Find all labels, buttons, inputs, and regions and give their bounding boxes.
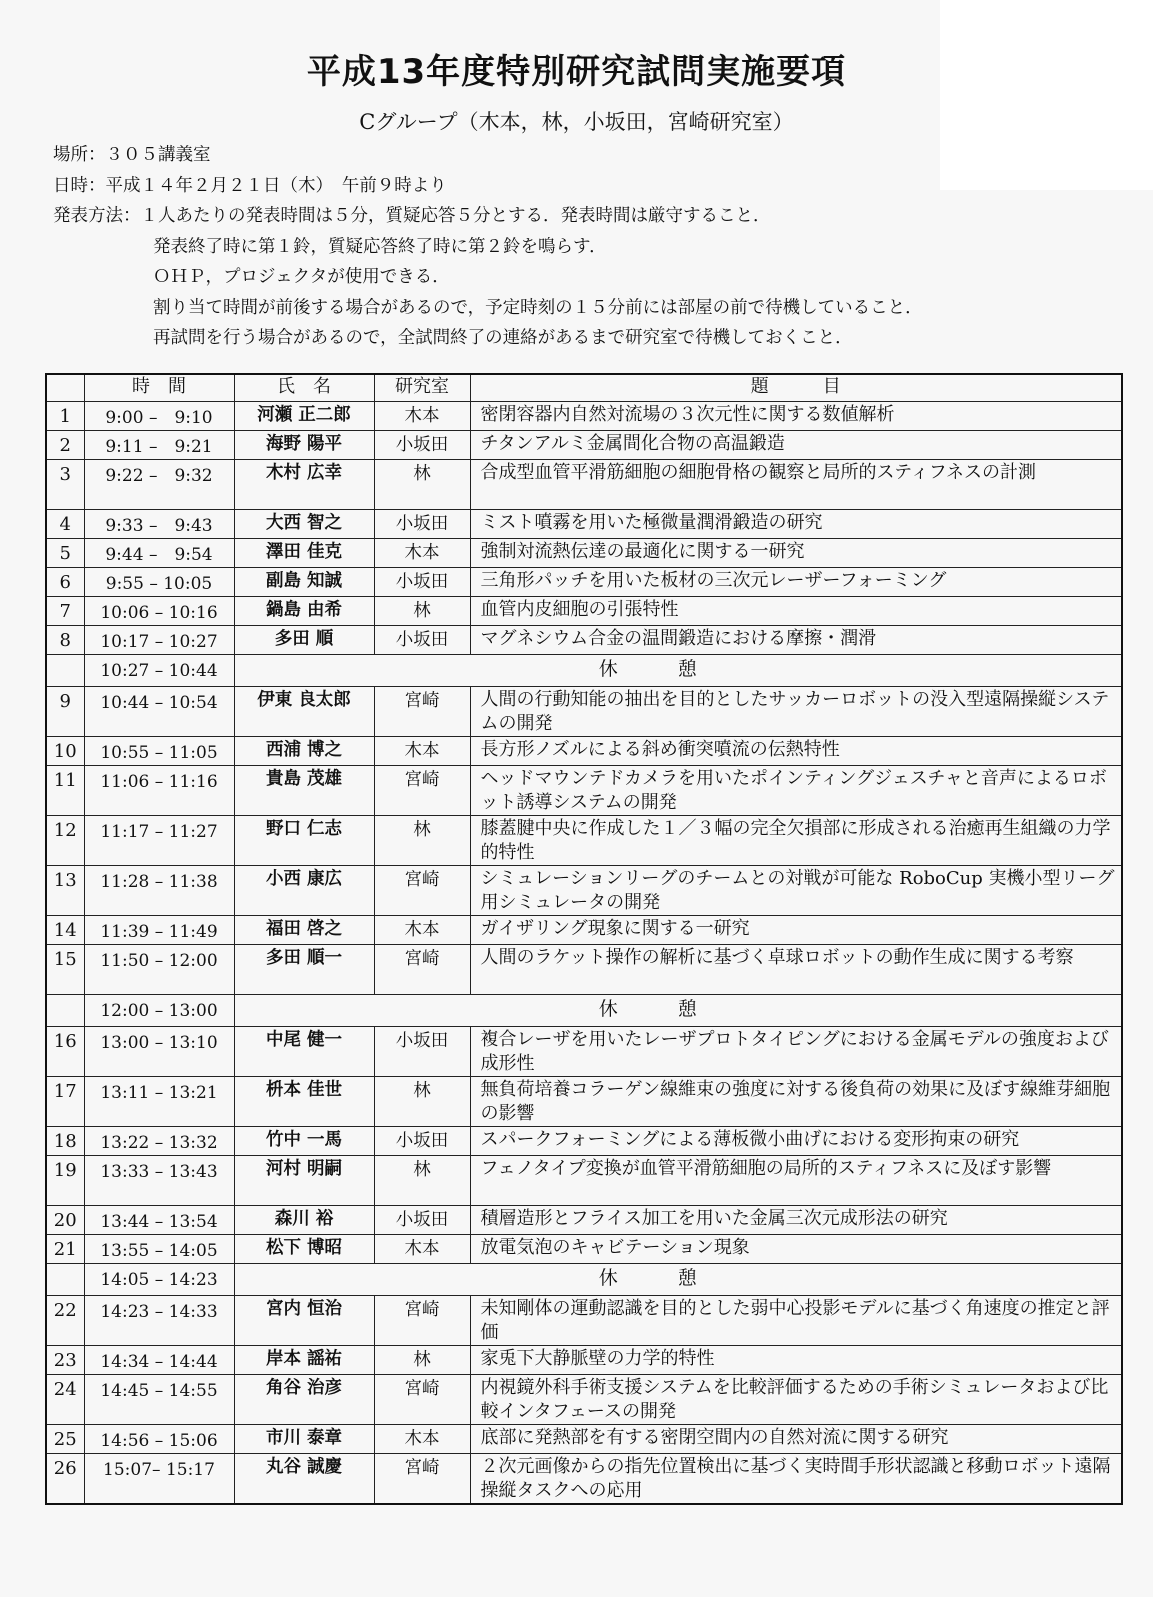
table-row bbox=[46, 510, 1122, 539]
row-title: チタンアルミ金属間化合物の高温鍛造 bbox=[470, 431, 1122, 460]
row-lab: 宮崎 bbox=[374, 1375, 470, 1425]
row-title: 内視鏡外科手術支援システムを比較評価するための手術シミュレータおよび比較インタフェースの開発 bbox=[470, 1375, 1122, 1425]
row-presenter: 大西 智之 bbox=[234, 510, 374, 539]
row-lab: 小坂田 bbox=[374, 1027, 470, 1077]
row-time: 9:22 – 9:32 bbox=[84, 460, 234, 510]
row-lab: 木本 bbox=[374, 916, 470, 945]
row-lab: 林 bbox=[374, 1346, 470, 1375]
method-line bbox=[53, 201, 923, 232]
page-title: 平成13年度特別研究試問実施要項 bbox=[306, 52, 847, 92]
row-presenter: 竹中 一馬 bbox=[234, 1127, 374, 1156]
row-presenter: 多田 順 bbox=[234, 626, 374, 655]
row-number: 7 bbox=[46, 597, 84, 626]
method-label: 発表方法： bbox=[53, 206, 141, 226]
table-row bbox=[46, 737, 1122, 766]
table-row bbox=[46, 1375, 1122, 1425]
row-number: 22 bbox=[46, 1296, 84, 1346]
row-presenter: 松下 博昭 bbox=[234, 1235, 374, 1264]
table-row bbox=[46, 1425, 1122, 1454]
row-time: 9:44 – 9:54 bbox=[84, 539, 234, 568]
row-title: 合成型血管平滑筋細胞の細胞骨格の観察と局所的スティフネスの計測 bbox=[470, 460, 1122, 510]
row-time: 11:39 – 11:49 bbox=[84, 916, 234, 945]
row-presenter: 澤田 佳克 bbox=[234, 539, 374, 568]
table-row bbox=[46, 402, 1122, 431]
row-number: 21 bbox=[46, 1235, 84, 1264]
row-lab: 宮崎 bbox=[374, 866, 470, 916]
header-name: 氏 名 bbox=[234, 374, 374, 402]
row-time: 14:05 – 14:23 bbox=[84, 1264, 234, 1296]
table-row bbox=[46, 1156, 1122, 1206]
table-row bbox=[46, 568, 1122, 597]
row-lab: 木本 bbox=[374, 539, 470, 568]
row-presenter: 河村 明嗣 bbox=[234, 1156, 374, 1206]
row-lab: 宮崎 bbox=[374, 1454, 470, 1505]
header-no bbox=[46, 374, 84, 402]
method-line: 発表終了時に第１鈴，質疑応答終了時に第２鈴を鳴らす． bbox=[153, 236, 607, 257]
row-time: 11:17 – 11:27 bbox=[84, 816, 234, 866]
row-time: 14:34 – 14:44 bbox=[84, 1346, 234, 1375]
row-lab: 宮崎 bbox=[374, 945, 470, 995]
row-time: 9:33 – 9:43 bbox=[84, 510, 234, 539]
page-subtitle: Cグループ（木本，林，小坂田，宮崎研究室） bbox=[359, 110, 794, 134]
row-number: 19 bbox=[46, 1156, 84, 1206]
table-row bbox=[46, 945, 1122, 995]
scan-corner bbox=[940, 0, 1153, 190]
row-number: 23 bbox=[46, 1346, 84, 1375]
break-label: 休憩 bbox=[234, 995, 1122, 1027]
row-title: 複合レーザを用いたレーザプロトタイピングにおける金属モデルの強度および成形性 bbox=[470, 1027, 1122, 1077]
row-title: 未知剛体の運動認識を目的とした弱中心投影モデルに基づく角速度の推定と評価 bbox=[470, 1296, 1122, 1346]
table-row bbox=[46, 460, 1122, 510]
row-number: 3 bbox=[46, 460, 84, 510]
row-lab: 林 bbox=[374, 1077, 470, 1127]
row-presenter: 小西 康広 bbox=[234, 866, 374, 916]
row-number: 4 bbox=[46, 510, 84, 539]
row-presenter: 野口 仁志 bbox=[234, 816, 374, 866]
row-number bbox=[46, 655, 84, 687]
table-row bbox=[46, 1346, 1122, 1375]
row-lab: 宮崎 bbox=[374, 766, 470, 816]
place-line: 場所：３０５講義室 bbox=[53, 145, 211, 165]
row-presenter: 宮内 恒治 bbox=[234, 1296, 374, 1346]
row-lab: 小坂田 bbox=[374, 510, 470, 539]
row-lab: 林 bbox=[374, 597, 470, 626]
row-time: 13:22 – 13:32 bbox=[84, 1127, 234, 1156]
table-row bbox=[46, 1127, 1122, 1156]
row-title: 積層造形とフライス加工を用いた金属三次元成形法の研究 bbox=[470, 1206, 1122, 1235]
row-time: 10:44 – 10:54 bbox=[84, 687, 234, 737]
row-time: 15:07– 15:17 bbox=[84, 1454, 234, 1505]
row-lab: 木本 bbox=[374, 1235, 470, 1264]
row-presenter: 貴島 茂雄 bbox=[234, 766, 374, 816]
row-lab: 小坂田 bbox=[374, 626, 470, 655]
row-presenter: 丸谷 誠慶 bbox=[234, 1454, 374, 1505]
row-number: 5 bbox=[46, 539, 84, 568]
row-number: 8 bbox=[46, 626, 84, 655]
row-presenter: 多田 順一 bbox=[234, 945, 374, 995]
row-presenter: 岸本 謡祐 bbox=[234, 1346, 374, 1375]
table-row bbox=[46, 1296, 1122, 1346]
row-lab: 小坂田 bbox=[374, 431, 470, 460]
row-presenter: 森川 裕 bbox=[234, 1206, 374, 1235]
row-presenter: 副島 知誠 bbox=[234, 568, 374, 597]
row-title: シミュレーションリーグのチームとの対戦が可能な RoboCup 実機小型リーグ用シミュレータの開発 bbox=[470, 866, 1122, 916]
row-number: 18 bbox=[46, 1127, 84, 1156]
method-line: 割り当て時間が前後する場合があるので，予定時刻の１５分前には部屋の前で待機していること． bbox=[153, 297, 923, 318]
row-title: 強制対流熱伝達の最適化に関する一研究 bbox=[470, 539, 1122, 568]
row-title: フェノタイプ変換が血管平滑筋細胞の局所的スティフネスに及ぼす影響 bbox=[470, 1156, 1122, 1206]
row-number: 24 bbox=[46, 1375, 84, 1425]
row-presenter: 西浦 博之 bbox=[234, 737, 374, 766]
row-number: 26 bbox=[46, 1454, 84, 1505]
row-title: 三角形パッチを用いた板材の三次元レーザーフォーミング bbox=[470, 568, 1122, 597]
row-title: ガイザリング現象に関する一研究 bbox=[470, 916, 1122, 945]
table-row bbox=[46, 766, 1122, 816]
row-time: 10:06 – 10:16 bbox=[84, 597, 234, 626]
row-number: 12 bbox=[46, 816, 84, 866]
table-row bbox=[46, 626, 1122, 655]
row-title: ミスト噴霧を用いた極微量潤滑鍛造の研究 bbox=[470, 510, 1122, 539]
row-lab: 宮崎 bbox=[374, 1296, 470, 1346]
row-title: 血管内皮細胞の引張特性 bbox=[470, 597, 1122, 626]
row-time: 11:50 – 12:00 bbox=[84, 945, 234, 995]
method-text: １人あたりの発表時間は５分，質疑応答５分とする．発表時間は厳守すること． bbox=[140, 206, 771, 226]
row-number: 1 bbox=[46, 402, 84, 431]
row-lab: 林 bbox=[374, 816, 470, 866]
row-number: 17 bbox=[46, 1077, 84, 1127]
row-lab: 宮崎 bbox=[374, 687, 470, 737]
row-number: 15 bbox=[46, 945, 84, 995]
row-time: 13:55 – 14:05 bbox=[84, 1235, 234, 1264]
table-row bbox=[46, 916, 1122, 945]
table-row bbox=[46, 687, 1122, 737]
break-label: 休憩 bbox=[234, 1264, 1122, 1296]
row-title: ヘッドマウンテドカメラを用いたポインティングジェスチャと音声によるロボット誘導システムの開発 bbox=[470, 766, 1122, 816]
row-number bbox=[46, 995, 84, 1027]
table-row bbox=[46, 866, 1122, 916]
row-time: 12:00 – 13:00 bbox=[84, 995, 234, 1027]
row-title: スパークフォーミングによる薄板微小曲げにおける変形拘束の研究 bbox=[470, 1127, 1122, 1156]
row-number: 6 bbox=[46, 568, 84, 597]
row-title: 人間の行動知能の抽出を目的としたサッカーロボットの没入型遠隔操縦システムの開発 bbox=[470, 687, 1122, 737]
row-lab: 小坂田 bbox=[374, 1127, 470, 1156]
row-lab: 林 bbox=[374, 1156, 470, 1206]
row-time: 13:33 – 13:43 bbox=[84, 1156, 234, 1206]
break-row bbox=[46, 1264, 1122, 1296]
row-time: 13:00 – 13:10 bbox=[84, 1027, 234, 1077]
table-row bbox=[46, 1077, 1122, 1127]
row-presenter: 海野 陽平 bbox=[234, 431, 374, 460]
method-line: ＯＨＰ，プロジェクタが使用できる． bbox=[153, 267, 450, 287]
row-presenter: 角谷 治彦 bbox=[234, 1375, 374, 1425]
row-time: 13:11 – 13:21 bbox=[84, 1077, 234, 1127]
row-time: 13:44 – 13:54 bbox=[84, 1206, 234, 1235]
row-title: 底部に発熱部を有する密閉空間内の自然対流に関する研究 bbox=[470, 1425, 1122, 1454]
row-lab: 木本 bbox=[374, 1425, 470, 1454]
table-row bbox=[46, 1206, 1122, 1235]
row-time: 10:55 – 11:05 bbox=[84, 737, 234, 766]
row-lab: 木本 bbox=[374, 737, 470, 766]
row-lab: 小坂田 bbox=[374, 568, 470, 597]
row-time: 10:27 – 10:44 bbox=[84, 655, 234, 687]
row-time: 9:00 – 9:10 bbox=[84, 402, 234, 431]
table-row bbox=[46, 1235, 1122, 1264]
row-presenter: 木村 広幸 bbox=[234, 460, 374, 510]
row-lab: 木本 bbox=[374, 402, 470, 431]
table-header-row bbox=[46, 374, 1122, 402]
row-presenter: 枡本 佳世 bbox=[234, 1077, 374, 1127]
row-lab: 小坂田 bbox=[374, 1206, 470, 1235]
row-title: 人間のラケット操作の解析に基づく卓球ロボットの動作生成に関する考察 bbox=[470, 945, 1122, 995]
row-number: 2 bbox=[46, 431, 84, 460]
row-title: 膝蓋腱中央に作成した１／３幅の完全欠損部に形成される治癒再生組織の力学的特性 bbox=[470, 816, 1122, 866]
row-number: 14 bbox=[46, 916, 84, 945]
header-lab: 研究室 bbox=[374, 374, 470, 402]
table-row bbox=[46, 431, 1122, 460]
table-row bbox=[46, 597, 1122, 626]
row-time: 9:55 – 10:05 bbox=[84, 568, 234, 597]
row-number: 25 bbox=[46, 1425, 84, 1454]
break-row bbox=[46, 995, 1122, 1027]
row-number: 16 bbox=[46, 1027, 84, 1077]
row-time: 11:28 – 11:38 bbox=[84, 866, 234, 916]
header-title: 題 目 bbox=[470, 374, 1122, 402]
row-presenter: 市川 泰章 bbox=[234, 1425, 374, 1454]
row-presenter: 河瀬 正二郎 bbox=[234, 402, 374, 431]
row-time: 11:06 – 11:16 bbox=[84, 766, 234, 816]
table-row bbox=[46, 816, 1122, 866]
table-row bbox=[46, 1454, 1122, 1505]
row-title: 無負荷培養コラーゲン線維束の強度に対する後負荷の効果に及ぼす線維芽細胞の影響 bbox=[470, 1077, 1122, 1127]
header-time: 時 間 bbox=[84, 374, 234, 402]
method-line: 再試問を行う場合があるので，全試問終了の連絡があるまで研究室で待機しておくこと． bbox=[153, 328, 853, 348]
row-number: 13 bbox=[46, 866, 84, 916]
break-label: 休憩 bbox=[234, 655, 1122, 687]
row-lab: 林 bbox=[374, 460, 470, 510]
row-presenter: 鍋島 由希 bbox=[234, 597, 374, 626]
row-time: 9:11 – 9:21 bbox=[84, 431, 234, 460]
datetime-line: 日時：平成１４年２月２１日（木） 午前９時より bbox=[53, 175, 447, 196]
row-number: 11 bbox=[46, 766, 84, 816]
row-title: 家兎下大静脈壁の力学的特性 bbox=[470, 1346, 1122, 1375]
table-row bbox=[46, 539, 1122, 568]
row-title: マグネシウム合金の温間鍛造における摩擦・潤滑 bbox=[470, 626, 1122, 655]
break-row bbox=[46, 655, 1122, 687]
schedule-table bbox=[45, 373, 1123, 1505]
row-time: 14:56 – 15:06 bbox=[84, 1425, 234, 1454]
row-number: 20 bbox=[46, 1206, 84, 1235]
info-block bbox=[53, 140, 923, 354]
row-time: 14:45 – 14:55 bbox=[84, 1375, 234, 1425]
row-title: 放電気泡のキャビテーション現象 bbox=[470, 1235, 1122, 1264]
row-title: 長方形ノズルによる斜め衝突噴流の伝熱特性 bbox=[470, 737, 1122, 766]
row-title: 密閉容器内自然対流場の３次元性に関する数値解析 bbox=[470, 402, 1122, 431]
row-presenter: 伊東 良太郎 bbox=[234, 687, 374, 737]
row-number bbox=[46, 1264, 84, 1296]
row-time: 10:17 – 10:27 bbox=[84, 626, 234, 655]
row-number: 9 bbox=[46, 687, 84, 737]
row-number: 10 bbox=[46, 737, 84, 766]
row-title: ２次元画像からの指先位置検出に基づく実時間手形状認識と移動ロボット遠隔操縦タスクへの応用 bbox=[470, 1454, 1122, 1505]
table-row bbox=[46, 1027, 1122, 1077]
row-presenter: 福田 啓之 bbox=[234, 916, 374, 945]
row-presenter: 中尾 健一 bbox=[234, 1027, 374, 1077]
row-time: 14:23 – 14:33 bbox=[84, 1296, 234, 1346]
